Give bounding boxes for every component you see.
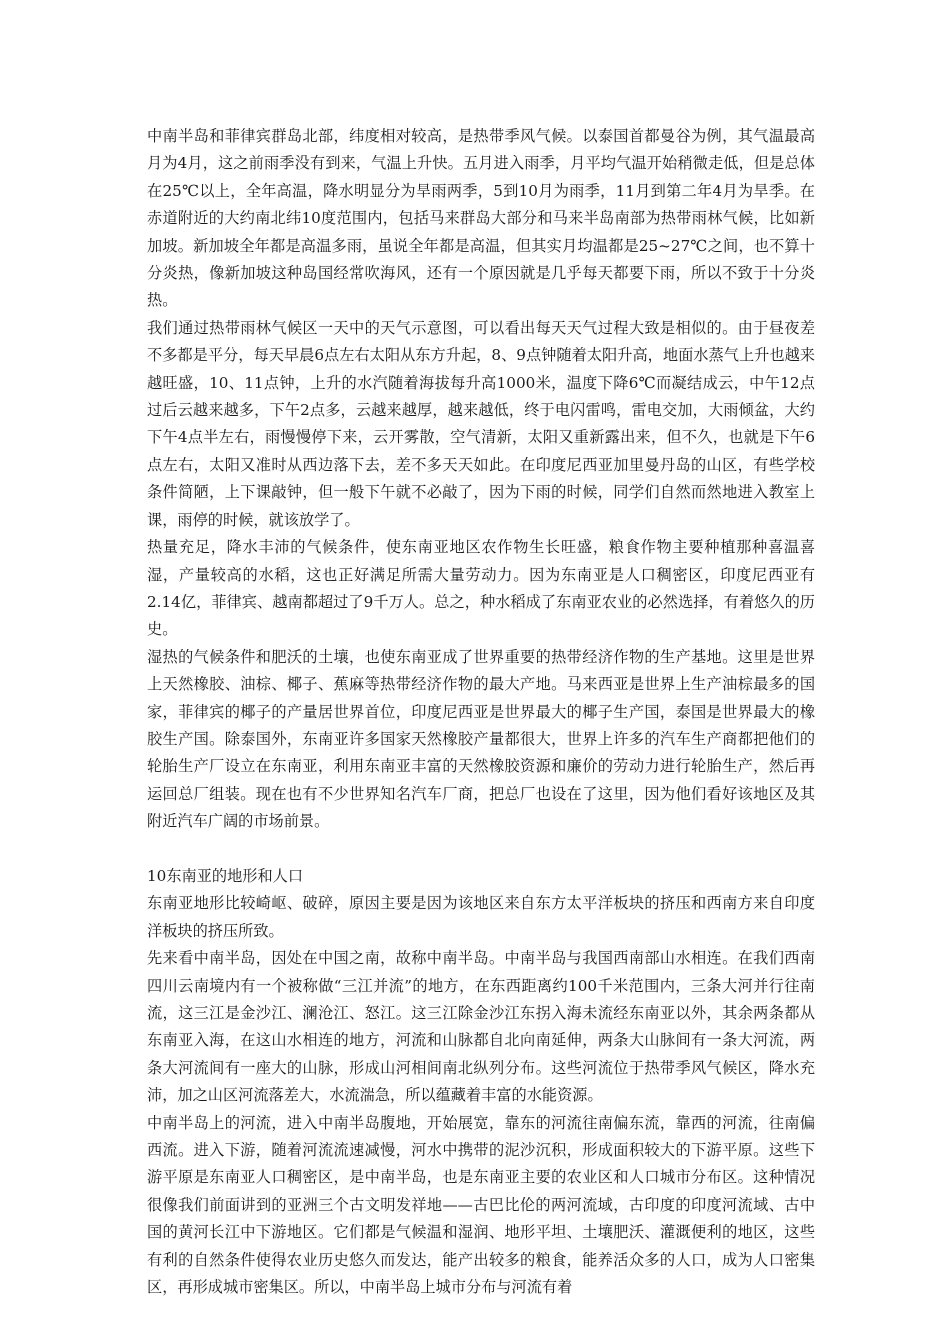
paragraph-rice-agriculture: 热量充足，降水丰沛的气候条件，使东南亚地区农作物生长旺盛，粮食作物主要种植那种喜温喜湿，产量较高的水稻，这也正好满足所需大量劳动力。因为东南亚是人口稠密区，印度尼西亚有2.14亿，菲律宾、越南都超过了9千万人。总之，种水稻成了东南亚农业的必然选择，有着悠久的历史。	[147, 538, 815, 639]
section-heading: 10东南亚的地形和人口	[147, 866, 304, 885]
paragraph-rainforest-weather: 我们通过热带雨林气候区一天中的天气示意图，可以看出每天天气过程大致是相似的。由于昼夜差不多都是平分，每天早晨6点左右太阳从东方升起，8、9点钟随着太阳升高，地面水蒸气上升也越来越旺盛，10、11点钟，上升的水汽随着海拔每升高1000米，温度下降6℃而凝结成云，中午12点过后云越来越多，下午2点多，云越来越厚，越来越低，终于电闪雷鸣，雷电交加，大雨倾盆，大约下午4点半左右，雨慢慢停下来，云开雾散，空气清新，太阳又重新露出来，但不久，也就是下午6点左右，太阳又准时从西边落下去，差不多天天如此。在印度尼西亚加里曼丹岛的山区，有些学校条件简陋，上下课敲钟，但一般下午就不必敲了，因为下雨的时候，同学们自然而然地进入教室上课，雨停的时候，就该放学了。	[147, 318, 815, 529]
paragraph-indochina-rivers: 先来看中南半岛，因处在中国之南，故称中南半岛。中南半岛与我国西南部山水相连。在我们西南四川云南境内有一个被称做“三江并流”的地方，在东西距离约100千米范围内，三条大河并行往南流，这三江是金沙江、澜沧江、怒江。这三江除金沙江东拐入海未流经东南亚以外，其余两条都从东南亚入海，在这山水相连的地方，河流和山脉都自北向南延伸，两条大山脉间有一条大河流，两条大河流间有一座大的山脉，形成山河相间南北纵列分布。这些河流位于热带季风气候区，降水充沛，加之山区河流落差大，水流湍急，所以蕴藏着丰富的水能资源。	[147, 949, 815, 1105]
paragraph-climate: 中南半岛和菲律宾群岛北部，纬度相对较高，是热带季风气候。以泰国首都曼谷为例，其气温最高月为4月，这之前雨季没有到来，气温上升快。五月进入雨季，月平均气温开始稍微走低，但是总体在25℃以上，全年高温，降水明显分为旱雨两季，5到10月为雨季，11月到第二年4月为旱季。在赤道附近的大约南北纬10度范围内，包括马来群岛大部分和马来半岛南部为热带雨林气候，比如新加坡。新加坡全年都是高温多雨，虽说全年都是高温，但其实月均温都是25~27℃之间，也不算十分炎热，像新加坡这种岛国经常吹海风，还有一个原因就是几乎每天都要下雨，所以不致于十分炎热。	[147, 127, 815, 310]
paragraph-downstream-plains: 中南半岛上的河流，进入中南半岛腹地，开始展宽，靠东的河流往南偏东流，靠西的河流，往南偏西流。进入下游，随着河流流速减慢，河水中携带的泥沙沉积，形成面积较大的下游平原。这些下游平原是东南亚人口稠密区，是中南半岛，也是东南亚主要的农业区和人口城市分布区。这种情况很像我们前面讲到的亚洲三个古文明发祥地——古巴比伦的两河流域，古印度的印度河流域、古中国的黄河长江中下游地区。它们都是气候温和湿润、地形平坦、土壤肥沃、灌溉便利的地区，这些有利的自然条件使得农业历史悠久而发达，能产出较多的粮食，能养活众多的人口，成为人口密集区，再形成城市密集区。所以，中南半岛上城市分布与河流有着	[147, 1113, 815, 1297]
paragraph-terrain: 东南亚地形比较崎岖、破碎，原因主要是因为该地区来自东方太平洋板块的挤压和西南方来自印度洋板块的挤压所致。	[147, 894, 815, 940]
document-page	[147, 123, 815, 1301]
paragraph-spacer	[147, 836, 815, 863]
paragraph-tropical-crops: 湿热的气候条件和肥沃的土壤，也使东南亚成了世界重要的热带经济作物的生产基地。这里是世界上天然橡胶、油棕、椰子、蕉麻等热带经济作物的最大产地。马来西亚是世界上生产油棕最多的国家，菲律宾的椰子的产量居世界首位，印度尼西亚是世界最大的椰子生产国，泰国是世界最大的橡胶生产国。除泰国外，东南亚许多国家天然橡胶产量都很大，世界上许多的汽车生产商都把他们的轮胎生产厂设立在东南亚，利用东南亚丰富的天然橡胶资源和廉价的劳动力进行轮胎生产，然后再运回总厂组装。现在也有不少世界知名汽车厂商，把总厂也设在了这里，因为他们看好该地区及其附近汽车广阔的市场前景。	[147, 647, 815, 831]
